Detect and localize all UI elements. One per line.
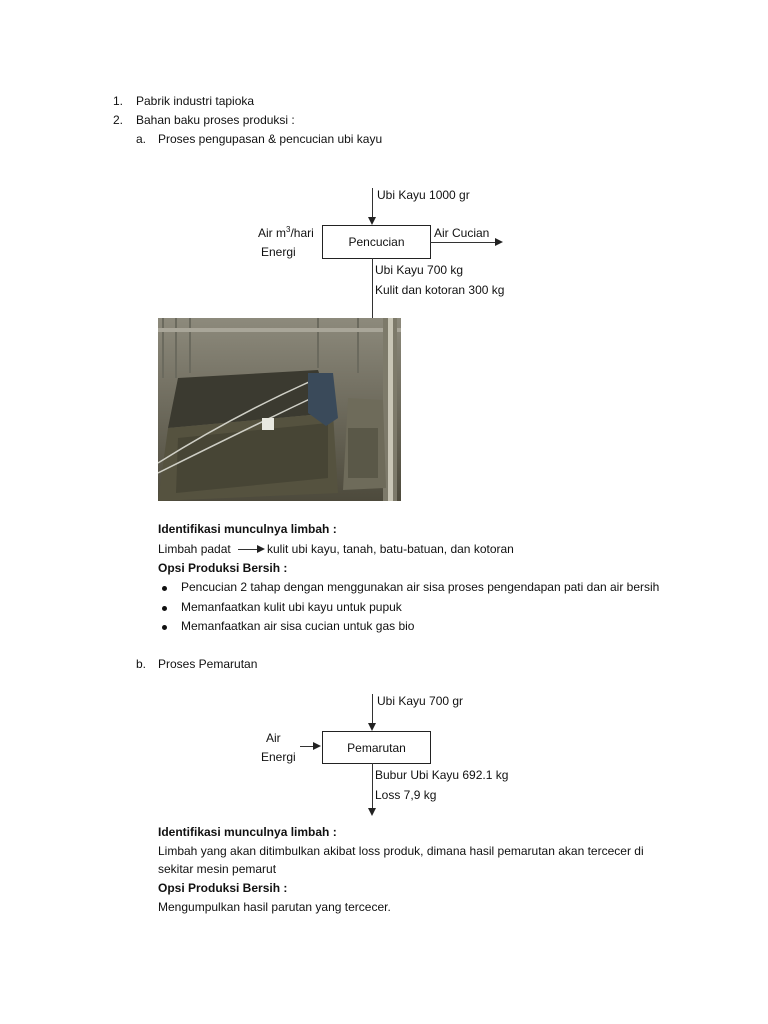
diagram-b-process-label: Pemarutan bbox=[347, 740, 406, 755]
diagram-a-input-left-1: Air $m^3$/hari bbox=[258, 225, 314, 240]
diagram-a-output-bottom-2: Kulit dan kotoran 300 kg bbox=[375, 283, 505, 297]
section-b-ident-line-1: Limbah yang akan ditimbulkan akibat loss produk, dimana hasil pemarutan akan tercecer di bbox=[158, 844, 644, 858]
list-item-1: Pabrik industri tapioka bbox=[136, 94, 255, 108]
diagram-b-input-left-1: Air bbox=[266, 731, 281, 745]
diagram-a-process-box bbox=[322, 225, 431, 259]
washing-tank-photo bbox=[158, 318, 401, 501]
section-b-ident-line-2: sekitar mesin pemarut bbox=[158, 862, 277, 876]
section-a-ident-title: Identifikasi munculnya limbah : bbox=[158, 522, 337, 536]
ident-arrow-head bbox=[257, 545, 265, 553]
diagram-a-output-bottom-1: Ubi Kayu 700 kg bbox=[375, 263, 464, 277]
diagram-b-left-line bbox=[300, 746, 314, 747]
section-a-opsi-item-3: Memanfaatkan air sisa cucian untuk gas bio bbox=[181, 619, 415, 633]
section-a-opsi-item-2: Memanfaatkan kulit ubi kayu untuk pupuk bbox=[181, 600, 402, 614]
diagram-a-input-top: Ubi Kayu 1000 gr bbox=[377, 188, 470, 202]
section-a-title: Proses pengupasan & pencucian ubi kayu bbox=[158, 132, 383, 146]
section-b-opsi-text: Mengumpulkan hasil parutan yang tercecer. bbox=[158, 900, 391, 914]
diagram-b-bottom-line bbox=[372, 763, 373, 809]
diagram-b-process-box bbox=[322, 731, 431, 764]
diagram-a-input-left-2: Energi bbox=[261, 245, 296, 259]
diagram-a-process-label: Pencucian bbox=[348, 235, 405, 249]
diagram-a-right-arrow bbox=[495, 238, 503, 246]
list-item-2: Bahan baku proses produksi : bbox=[136, 113, 295, 127]
section-b-letter: b. bbox=[136, 657, 147, 671]
diagram-a-output-right: Air Cucian bbox=[434, 226, 490, 240]
bullet-3 bbox=[162, 625, 167, 630]
bullet-2 bbox=[162, 606, 167, 611]
section-a-ident-label: Limbah padat bbox=[158, 542, 231, 556]
diagram-a-top-line bbox=[372, 188, 373, 218]
list-number-2: 2. bbox=[113, 113, 124, 127]
diagram-b-bottom-arrow bbox=[368, 808, 376, 816]
diagram-b-output-bottom-2: Loss 7,9 kg bbox=[375, 788, 437, 802]
diagram-b-input-top: Ubi Kayu 700 gr bbox=[377, 694, 464, 708]
diagram-b-output-bottom-1: Bubur Ubi Kayu 692.1 kg bbox=[375, 768, 509, 782]
ident-arrow-line bbox=[238, 549, 258, 550]
section-b-title: Proses Pemarutan bbox=[158, 657, 258, 671]
section-b-opsi-title: Opsi Produksi Bersih : bbox=[158, 881, 288, 895]
diagram-a-top-arrow bbox=[368, 217, 376, 225]
section-b-ident-title: Identifikasi munculnya limbah : bbox=[158, 825, 337, 839]
bullet-1 bbox=[162, 586, 167, 591]
diagram-b-input-left-2: Energi bbox=[261, 750, 296, 764]
diagram-b-top-line bbox=[372, 694, 373, 724]
section-a-letter: a. bbox=[136, 132, 147, 146]
section-a-opsi-item-1: Pencucian 2 tahap dengan menggunakan air sisa proses pengendapan pati dan air bersih bbox=[181, 580, 660, 594]
section-a-opsi-title: Opsi Produksi Bersih : bbox=[158, 561, 288, 575]
diagram-b-left-arrow bbox=[313, 742, 321, 750]
section-a-ident-value: kulit ubi kayu, tanah, batu-batuan, dan kotoran bbox=[267, 542, 514, 556]
diagram-a-right-line bbox=[430, 242, 496, 243]
list-number-1: 1. bbox=[113, 94, 124, 108]
diagram-b-top-arrow bbox=[368, 723, 376, 731]
